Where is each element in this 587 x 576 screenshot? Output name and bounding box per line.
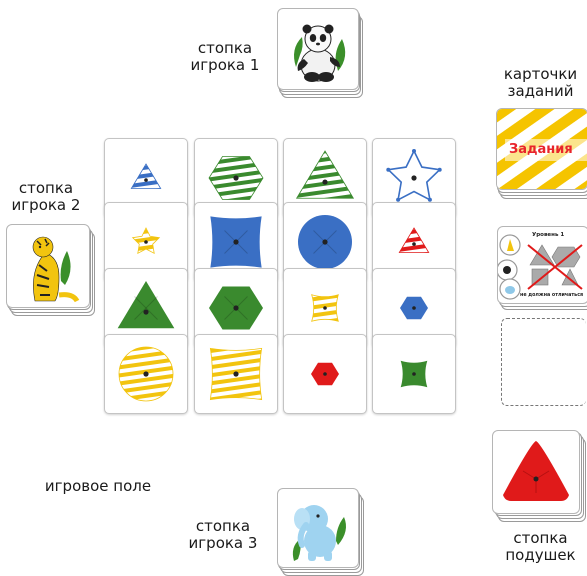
field-cell[interactable]	[283, 334, 367, 414]
player2-card-stack[interactable]	[6, 224, 98, 316]
label-game-field: игровое поле	[44, 477, 152, 495]
task-card-title: Задания	[509, 142, 573, 157]
player1-card-stack[interactable]	[277, 8, 365, 98]
empty-card-slot[interactable]	[501, 318, 586, 406]
label-player1-stack: стопка игрока 1	[190, 39, 260, 74]
label-task-cards: карточки заданий	[503, 65, 578, 100]
level-card-stack[interactable]	[497, 226, 587, 310]
label-player3-stack: стопка игрока 3	[188, 517, 258, 552]
red-triangle-pillow-icon	[493, 431, 579, 513]
player3-card-stack[interactable]	[277, 488, 367, 576]
field-cell[interactable]	[372, 334, 456, 414]
label-pillow-stack: стопка подушек	[505, 529, 576, 564]
pillow-card-stack[interactable]	[492, 430, 587, 522]
panda-icon	[278, 9, 358, 89]
green-square-pillow-icon	[373, 335, 455, 413]
tiger-icon	[7, 225, 89, 307]
label-player2-stack: стопка игрока 2	[11, 179, 81, 214]
red-hexagon-pillow-icon	[284, 335, 366, 413]
field-cell[interactable]	[194, 334, 278, 414]
game-field	[104, 138, 457, 470]
elephant-icon	[278, 489, 358, 567]
yellow-circle-pillow-icon	[105, 335, 187, 413]
level-card-shapes	[498, 227, 587, 303]
level-card-title: Уровень 1	[532, 232, 565, 238]
task-card-stack[interactable]	[496, 108, 587, 198]
level-card-footer: не должна отличаться	[520, 293, 584, 298]
yellow-square-pillow-icon	[195, 335, 277, 413]
field-cell[interactable]	[104, 334, 188, 414]
